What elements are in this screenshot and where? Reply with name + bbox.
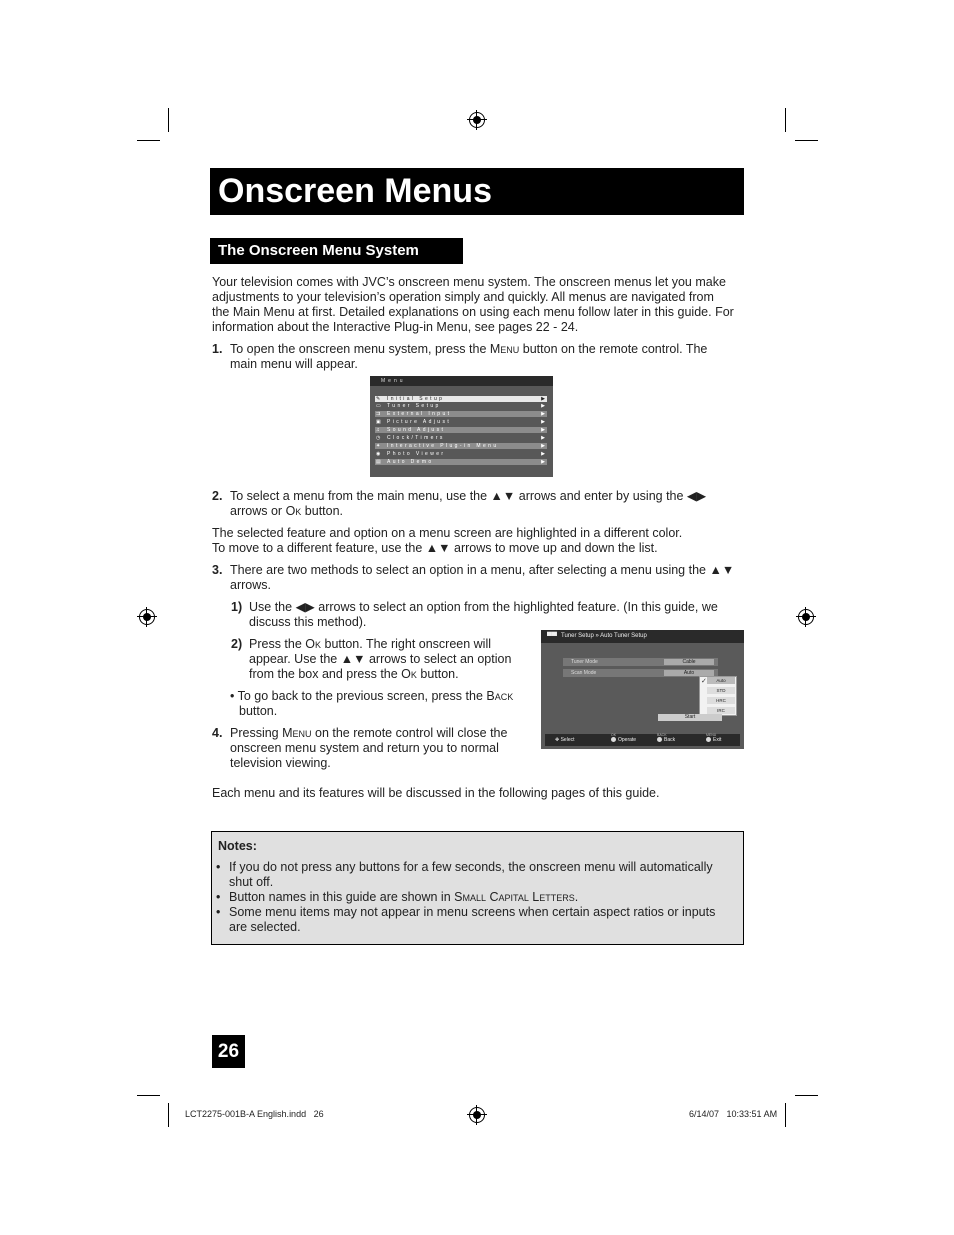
note-text: [229, 890, 578, 905]
text: arrows to select an option from the highlighted feature. (In this guide, we: [314, 600, 718, 614]
text: There are two methods to select an option in a menu, after selecting a menu using the: [230, 563, 710, 577]
menu-item: [375, 396, 547, 402]
footer-timestamp: 6/14/07 10:33:51 AM: [689, 1109, 778, 1119]
up-down-arrow-icon: ▲▼: [709, 563, 735, 577]
footer-label: Select: [560, 737, 575, 743]
crop-mark: [795, 1095, 818, 1096]
antenna-icon: ▭: [376, 403, 381, 409]
tuner-footer: [545, 734, 740, 746]
intro-paragraph: [212, 275, 752, 335]
text: arrows or: [230, 504, 286, 518]
step-text: [230, 563, 734, 593]
footer-operate: [611, 734, 636, 746]
text: button on the remote control. The: [519, 342, 708, 356]
crop-mark: [168, 1103, 169, 1127]
left-right-arrow-icon: ◀▶: [295, 600, 315, 614]
step-4: [212, 726, 532, 771]
note-text: [229, 860, 713, 890]
text: shut off.: [229, 875, 274, 889]
up-down-arrow-icon: ▲▼: [490, 489, 516, 503]
registration-mark-icon: [469, 1107, 485, 1123]
text: Button names in this guide are shown in: [229, 890, 455, 904]
arrow-right-icon: ▶: [541, 396, 545, 402]
scan-mode-options: [699, 676, 737, 716]
text: main menu will appear.: [230, 357, 358, 371]
demo-icon: ▤: [376, 459, 381, 465]
bullet: •: [216, 860, 221, 874]
highlight-paragraph: [212, 526, 742, 556]
text: onscreen menu system and return you to normal: [230, 741, 499, 755]
input-icon: ⇉: [376, 411, 381, 417]
arrow-right-icon: ▶: [541, 419, 545, 425]
footer-tag: OK: [611, 733, 617, 737]
step-1: [212, 342, 742, 372]
button-dot-icon: [706, 737, 711, 742]
tuner-row: [563, 658, 718, 666]
step-text: [230, 489, 706, 519]
text: Press the: [249, 637, 306, 651]
back-note: [230, 689, 530, 719]
step-3: [212, 563, 742, 593]
step-number: 4.: [212, 726, 223, 740]
menu-item-label: Picture Adjust: [387, 419, 452, 425]
menu-item-label: Clock/Timers: [387, 435, 445, 441]
text: button.: [416, 667, 459, 681]
closing-paragraph: Each menu and its features will be discussed in the following pages of this guide.: [212, 786, 660, 800]
crop-mark: [137, 1095, 160, 1096]
text: arrows and enter by using the: [515, 489, 687, 503]
crop-mark: [137, 140, 160, 141]
menu-item: [375, 427, 547, 433]
arrow-right-icon: ▶: [541, 411, 545, 417]
section-title-bar: [210, 238, 463, 264]
crop-mark: [795, 140, 818, 141]
arrow-right-icon: ▶: [541, 443, 545, 449]
dpad-icon: ✥: [555, 737, 560, 743]
arrow-right-icon: ▶: [541, 459, 545, 465]
section-title: The Onscreen Menu System: [218, 242, 419, 259]
text: from the box and press the: [249, 667, 402, 681]
check-icon: ✓: [701, 678, 707, 685]
step-number: 1.: [212, 342, 223, 356]
menu-item: [375, 435, 547, 441]
text: .: [574, 890, 579, 904]
text: are selected.: [229, 920, 301, 934]
footer-select: [555, 734, 575, 746]
notes-box: [211, 831, 744, 945]
up-down-arrow-icon: ▲▼: [425, 541, 451, 555]
text: discuss this method).: [249, 615, 367, 629]
intro-line: information about the Interactive Plug-in Menu, see pages 22 - 24.: [212, 320, 579, 334]
bullet: •: [216, 905, 221, 919]
arrow-right-icon: ▶: [541, 427, 545, 433]
clock-icon: ◷: [376, 435, 381, 441]
method-text: [249, 600, 718, 630]
text: button. The right onscreen will: [321, 637, 492, 651]
menu-item: [375, 411, 547, 417]
menu-item-label: Sound Adjust: [387, 427, 446, 433]
menu-item-label: Photo Viewer: [387, 451, 446, 457]
text: arrows to move up and down the list.: [450, 541, 658, 555]
up-down-arrow-icon: ▲▼: [340, 652, 366, 666]
step-2: [212, 489, 742, 519]
option-item: IRC: [707, 707, 735, 714]
footer-label: Operate: [618, 737, 637, 743]
row-value: Auto: [664, 670, 714, 676]
row-label: Tuner Mode: [571, 659, 598, 665]
step-number: 2.: [212, 489, 223, 503]
antenna-icon: ▀▀: [547, 633, 557, 640]
method-1: [231, 600, 741, 630]
button-name: Ok: [305, 637, 322, 651]
left-right-arrow-icon: ◀▶: [686, 489, 707, 503]
intro-line: the Main Menu at first. Detailed explanations on using each menu follow later in this guide. For: [212, 305, 734, 319]
button-name: Menu: [282, 726, 312, 740]
method-2: [231, 637, 531, 682]
text: Pressing: [230, 726, 283, 740]
text: Some menu items may not appear in menu screens when certain aspect ratios or inputs: [229, 905, 716, 919]
method-number: 1): [231, 600, 243, 614]
menu-item: [375, 451, 547, 457]
menu-item-label: Auto Demo: [387, 459, 434, 465]
crop-mark: [785, 108, 786, 132]
page-number: 26: [212, 1035, 245, 1068]
menu-item: [375, 459, 547, 465]
button-name: Menu: [489, 342, 520, 356]
step-text: [230, 726, 507, 771]
intro-line: adjustments to your television’s operation simply and quickly. All menus are navigated from: [212, 290, 714, 304]
button-name: Back: [486, 689, 514, 703]
tuner-row: [563, 669, 718, 677]
text: on the remote control will close the: [311, 726, 508, 740]
option-item: STD: [707, 687, 735, 694]
text: arrows.: [230, 578, 271, 592]
text: button.: [239, 704, 278, 718]
option-item: HRC: [707, 697, 735, 704]
main-menu-screenshot: [370, 376, 553, 477]
text: button.: [301, 504, 344, 518]
arrow-right-icon: ▶: [541, 435, 545, 441]
arrow-right-icon: ▶: [541, 403, 545, 409]
text: To open the onscreen menu system, press the: [230, 342, 490, 356]
footer-filename: LCT2275-001B-A English.indd 26: [185, 1109, 324, 1119]
plugin-icon: ✦: [376, 443, 381, 449]
note-item: [216, 905, 736, 935]
registration-mark-icon: [798, 609, 814, 625]
bullet: •: [216, 890, 221, 904]
menu-item-label: Interactive Plug-in Menu: [387, 443, 499, 449]
camera-icon: ◉: [376, 451, 381, 457]
picture-icon: ▣: [376, 419, 381, 425]
text: To move to a different feature, use the: [212, 541, 426, 555]
page-title: Onscreen Menus: [218, 172, 492, 210]
menu-header: Menu: [370, 376, 553, 386]
footer-tag: MENU: [706, 733, 717, 737]
footer-label: Exit: [713, 737, 722, 743]
tuner-header: [541, 630, 744, 643]
note-text: [229, 905, 715, 935]
menu-item: [375, 403, 547, 409]
start-button: Start: [658, 714, 722, 721]
text: Use the: [249, 600, 296, 614]
arrow-right-icon: ▶: [541, 451, 545, 457]
button-name: Ok: [285, 504, 302, 518]
registration-mark-icon: [139, 609, 155, 625]
step-text: [230, 342, 707, 372]
wrench-icon: ✎: [376, 396, 381, 402]
button-dot-icon: [657, 737, 662, 742]
notes-title: Notes:: [218, 839, 257, 853]
tuner-setup-screenshot: [541, 630, 744, 749]
step-number: 3.: [212, 563, 223, 577]
footer-label: Back: [664, 737, 676, 743]
note-item: [216, 890, 736, 905]
footer-back: [657, 734, 675, 746]
menu-item-label: External Input: [387, 411, 452, 417]
text: • To go back to the previous screen, press the: [230, 689, 487, 703]
menu-item: [375, 443, 547, 449]
option-item: Auto: [707, 677, 735, 684]
row-value: Cable: [664, 659, 714, 665]
text: television viewing.: [230, 756, 331, 770]
text: The selected feature and option on a menu screen are highlighted in a different color.: [212, 526, 683, 540]
text: If you do not press any buttons for a few seconds, the onscreen menu will automatically: [229, 860, 713, 874]
text: arrows to select an option: [365, 652, 512, 666]
title-bar: [210, 168, 744, 215]
note-icon: ♫: [376, 427, 380, 433]
method-number: 2): [231, 637, 243, 651]
tuner-header-text: Tuner Setup » Auto Tuner Setup: [561, 633, 647, 639]
button-dot-icon: [611, 737, 616, 742]
row-label: Scan Mode: [571, 670, 597, 676]
registration-mark-icon: [469, 112, 485, 128]
footer-exit: [706, 734, 721, 746]
method-text: [249, 637, 511, 682]
text: To select a menu from the main menu, use the: [230, 489, 491, 503]
menu-item-label: Initial Setup: [387, 396, 445, 402]
button-name: Ok: [401, 667, 417, 681]
note-item: [216, 860, 736, 890]
menu-item-label: Tuner Setup: [387, 403, 441, 409]
crop-mark: [168, 108, 169, 132]
button-name: Small Capital Letters: [454, 890, 575, 904]
intro-line: Your television comes with JVC’s onscreen menu system. The onscreen menus let you make: [212, 275, 726, 289]
crop-mark: [785, 1103, 786, 1127]
footer-tag: BACK: [657, 733, 667, 737]
menu-item: [375, 419, 547, 425]
text: appear. Use the: [249, 652, 341, 666]
